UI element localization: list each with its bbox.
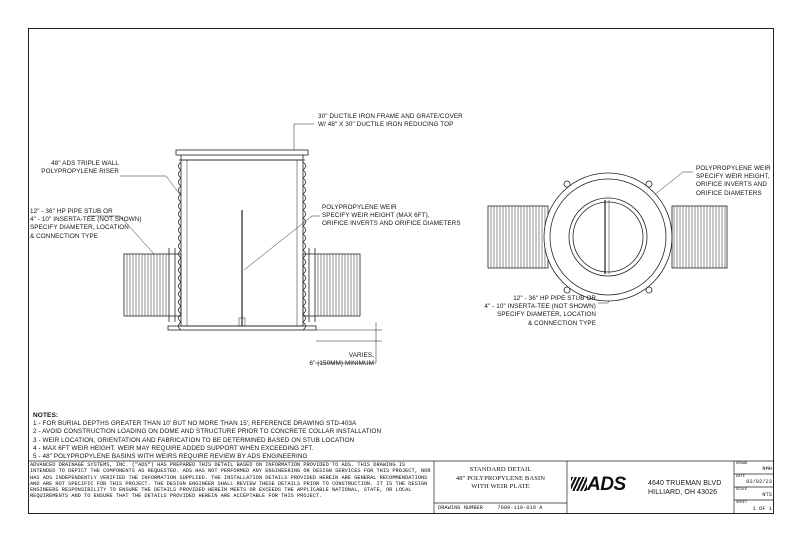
label-line: 48" ADS TRIPLE WALL — [51, 160, 119, 167]
label-line: 30" DUCTILE IRON FRAME AND GRATE/COVER — [318, 113, 463, 120]
weir-elevation-label — [322, 204, 461, 229]
label-line: POLYPROPYLENE WEIR — [322, 204, 397, 211]
title-line: 48" POLYPROPYLENE BASIN — [455, 474, 546, 482]
drawing-title — [434, 466, 567, 492]
stub-plan-label — [360, 295, 596, 328]
label-line: 4" - 10" INSERTA-TEE (NOT SHOWN) — [30, 216, 142, 224]
label-line: 12" - 36" HP PIPE STUB OR — [30, 208, 113, 215]
label-line: & CONNECTION TYPE — [527, 319, 596, 327]
label-line: ORIFICE INVERTS AND ORIFICE DIAMETERS — [322, 220, 461, 228]
label-line: 6" (150MM) MINIMUM — [309, 360, 374, 368]
company-address — [648, 479, 721, 497]
drawn-label: DRAWN — [736, 462, 748, 466]
pipe-stub-left — [124, 248, 181, 322]
pipe-stub-right — [303, 248, 360, 322]
ads-logo — [571, 474, 626, 496]
notes-block — [33, 412, 381, 461]
label-line: ORIFICE DIAMETERS — [696, 189, 762, 197]
label-line: POLYPROPYLENE WEIR — [696, 165, 771, 172]
title-line: STANDARD DETAIL — [469, 466, 532, 473]
pipe-stub-plan-left — [488, 206, 548, 268]
note-item: 1 - FOR BURIAL DEPTHS GREATER THAN 10' BUT NO MORE THAN 15', REFERENCE DRAWING STD-403A — [33, 420, 357, 428]
date-label: DATE — [736, 475, 746, 479]
address-line: HILLIARD, OH 43026 — [648, 489, 718, 496]
sheet-label: SHEET — [736, 501, 748, 505]
label-line: SPECIFY WEIR HEIGHT, — [696, 173, 770, 181]
label-line: SPECIFY DIAMETER, LOCATION — [30, 224, 129, 232]
basin-plan — [488, 173, 727, 301]
revision: A — [539, 505, 543, 511]
scale-label: SCALE — [736, 488, 748, 492]
pipe-stub-plan-right — [672, 206, 727, 268]
label-line: 4" - 10" INSERTA-TEE (NOT SHOWN) — [484, 303, 596, 311]
drawing-number: 7009-110-019 — [497, 505, 536, 511]
label-line: 12" - 36" HP PIPE STUB OR — [513, 295, 596, 302]
label-line: POLYPROPYLENE RISER — [41, 168, 119, 176]
basin-elevation — [124, 150, 382, 349]
date-value: 02/02/23 — [746, 479, 772, 485]
logo-stripes-icon — [571, 477, 587, 491]
label-line: W/ 48" X 30" DUCTILE IRON REDUCING TOP — [318, 121, 454, 129]
sheet-value: 1 OF 1 — [752, 506, 772, 512]
riser-label — [0, 160, 119, 176]
title-line: WITH WEIR PLATE — [471, 483, 530, 491]
logo-text: ADS — [587, 474, 626, 495]
scale-value: NTS — [762, 492, 772, 498]
label-line: VARIES, — [348, 352, 374, 359]
drawn-by: NMH — [762, 466, 772, 472]
drawing-number-row — [438, 505, 542, 511]
riser-outer-circle — [544, 173, 672, 301]
label-line: SPECIFY DIAMETER, LOCATION — [497, 311, 596, 319]
drawing-number-label: DRAWING NUMBER — [438, 505, 483, 511]
stub-left-label — [30, 208, 142, 241]
basin-base — [168, 326, 316, 330]
disclaimer-text: ADVANCED DRAINAGE SYSTEMS, INC. ("ADS") HAS PREPARED THIS DETAIL BASED ON INFORMATION PROVIDED TO ADS. THIS DRAWING IS INTENDED TO DEPICT THE COMPONENTS AS REQUESTED. ADS HAS NOT PERFORMED ANY ENGINEERING OR DESIGN SERVICES FOR THIS PROJECT, NOR HAS ADS INDEPENDENTLY VERIFIED THE INFORMATION SUPPLIED. THE INSTALLATION DETAILS PROVIDED HEREIN ARE GENERAL RECOMMENDATIONS AND ARE NOT SPECIFIC FOR THIS PROJECT. THE DESIGN ENGINEER SHALL REVIEW THESE DETAILS PRIOR TO CONSTRUCTION. IT IS THE DESIGN ENGINEERS RESPONSIBILITY TO ENSURE THE DETAILS PROVIDED HEREIN MEETS OR EXCEEDS THE APPLICABLE NATIONAL, STATE, OR LOCAL REQUIREMENTS AND TO ENSURE THAT THE DETAILS PROVIDED HEREIN ARE ACCEPTABLE FOR THIS PROJECT. — [30, 462, 431, 500]
label-line: & CONNECTION TYPE — [30, 232, 99, 240]
frame-cover-label — [318, 113, 463, 129]
address-line: 4640 TRUEMAN BLVD — [648, 480, 722, 487]
label-line: ORIFICE INVERTS AND — [696, 181, 768, 189]
note-item: 4 - MAX 6FT WEIR HEIGHT. WEIR MAY REQUIRE ADDED SUPPORT WHEN EXCEEDING 2FT. — [33, 444, 314, 452]
varies-label — [260, 352, 374, 368]
note-item: 2 - AVOID CONSTRUCTION LOADING ON DOME AND STRUCTURE PRIOR TO CONCRETE COLLAR INSTALLATION — [33, 428, 382, 436]
notes-title: NOTES: — [33, 412, 59, 419]
weir-plan-label — [696, 165, 771, 198]
label-line: SPECIFY WEIR HEIGHT (MAX 6FT), — [322, 212, 430, 220]
frame-cover — [176, 150, 308, 155]
note-item: 3 - WEIR LOCATION, ORIENTATION AND FABRICATION TO BE DETERMINED BASED ON STUB LOCATION — [33, 436, 355, 444]
note-item: 5 - 48" POLYPROPYLENE BASINS WITH WEIRS REQUIRE REVIEW BY ADS ENGINEERING — [33, 453, 308, 461]
